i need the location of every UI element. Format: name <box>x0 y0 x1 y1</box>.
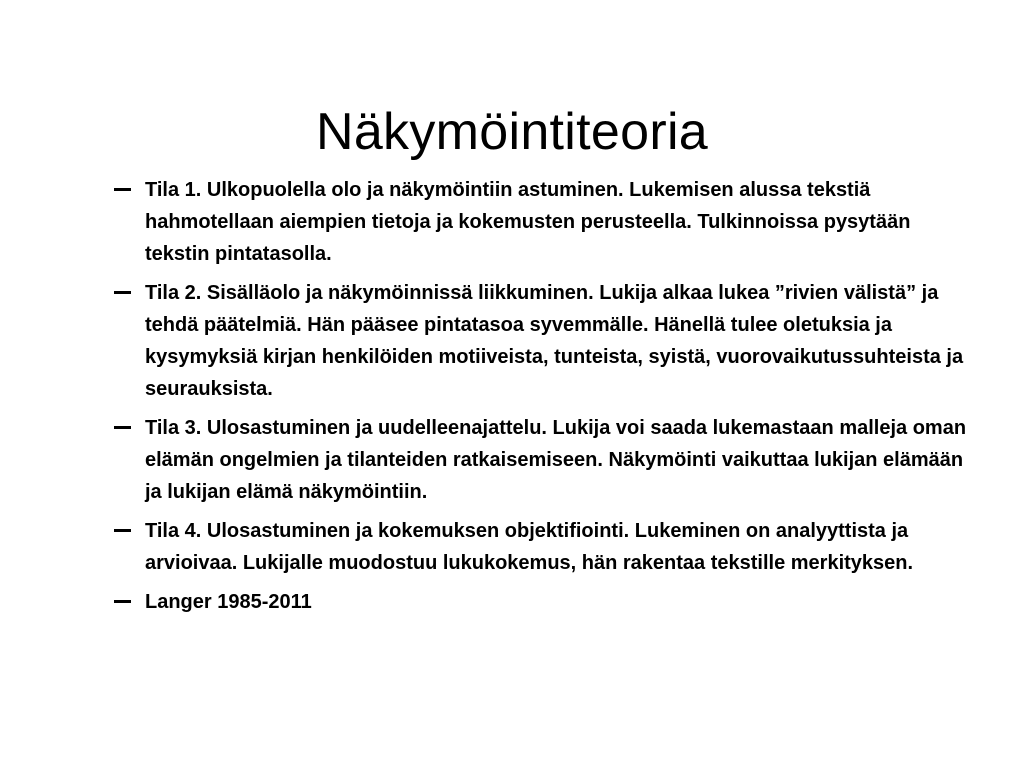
bullet-dash-icon <box>114 291 131 294</box>
bullet-dash-icon <box>114 426 131 429</box>
bullet-list <box>108 174 968 625</box>
bullet-dash-icon <box>114 188 131 191</box>
bullet-item-tila-3 <box>108 412 968 508</box>
bullet-item-reference <box>108 586 968 618</box>
slide-title: Näkymöintiteoria <box>315 102 709 161</box>
bullet-text: Tila 1. Ulkopuolella olo ja näkymöintiin astuminen. Lukemisen alussa tekstiä hahmotellaan aiempien tietoja ja kokemusten perusteella. Tulkinnoissa pysytään tekstin pintatasolla. <box>145 179 911 265</box>
bullet-item-tila-4 <box>108 515 968 579</box>
bullet-item-tila-1 <box>108 174 968 270</box>
bullet-text: Langer 1985-2011 <box>145 591 312 613</box>
bullet-text: Tila 4. Ulosastuminen ja kokemuksen objektifiointi. Lukeminen on analyyttista ja arvioivaa. Lukijalle muodostuu lukukokemus, hän rakentaa tekstille merkityksen. <box>145 520 914 574</box>
bullet-text: Tila 3. Ulosastuminen ja uudelleenajattelu. Lukija voi saada lukemastaan malleja oman elämän ongelmien ja tilanteiden ratkaisemiseen. Näkymöinti vaikuttaa lukijan elämään ja lukijan elämä näkymöintiin. <box>145 417 967 503</box>
bullet-dash-icon <box>114 529 131 532</box>
bullet-item-tila-2 <box>108 277 968 405</box>
bullet-text: Tila 2. Sisälläolo ja näkymöinnissä liikkuminen. Lukija alkaa lukea ”rivien välistä” ja tehdä päätelmiä. Hän pääsee pintatasoa syvemmälle. Hänellä tulee oletuksia ja kysymyksiä kirjan henkilöiden motiiveista, tunteista, syistä, vuorovaikutussuhteista ja seurauksista. <box>145 282 964 400</box>
bullet-dash-icon <box>114 600 131 603</box>
